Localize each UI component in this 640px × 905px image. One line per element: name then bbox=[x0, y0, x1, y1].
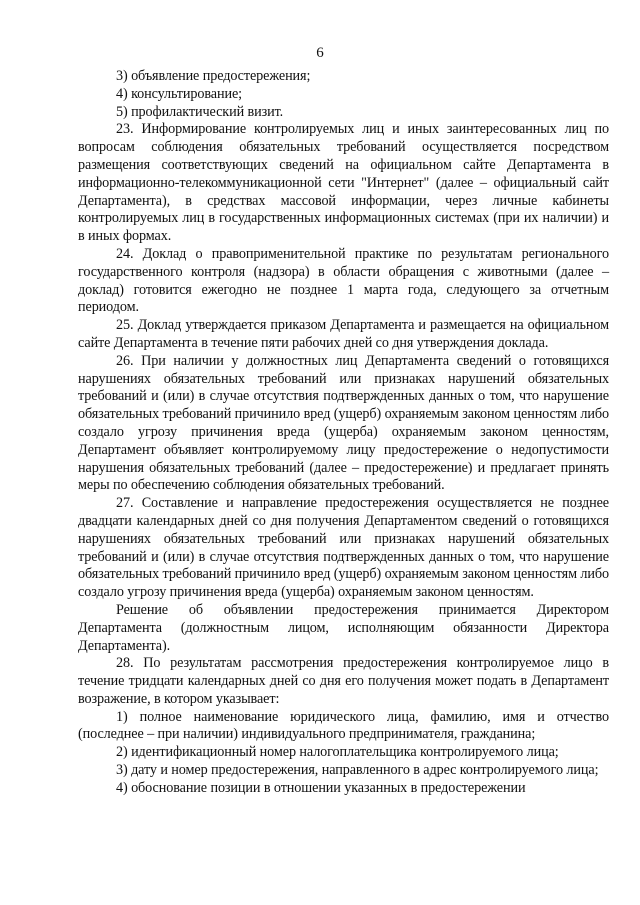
paragraph-28-item-4: 4) обоснование позиции в отношении указанных в предостережении bbox=[116, 779, 526, 796]
paragraph-28-item-2: 2) идентификационный номер налогоплательщика контролируемого лица; bbox=[116, 744, 559, 761]
paragraph-26: 26. При наличии у должностных лиц Департамента сведений о готовящихся нарушениях обязательных требований или признаках нарушений обязательных требований и (или) в случае отсутствия подтвержденных данных о том, что нарушение обязательных требований причинило вред (ущерб) охраняемым законом ценностям либо создало угрозу причинения вреда (ущерба) охраняемым законом ценностям, Департамент объявляет контролируемому лицу предостережение о недопустимости нарушения обязательных требований (далее – предостережение) и предлагает принять меры по обеспечению соблюдения обязательных требований. bbox=[78, 352, 609, 494]
paragraph-27-decision: Решение об объявлении предостережения принимается Директором Департамента (должностным лицом, исполняющим обязанности Директора Департамента). bbox=[78, 601, 609, 654]
paragraph-27: 27. Составление и направление предостережения осуществляется не позднее двадцати календарных дней со дня получения Департаментом сведений о готовящихся нарушениях обязательных требований или признаках нарушений обязательных требований и (или) в случае отсутствия подтвержденных данных о том, что нарушение обязательных требований причинило вред (ущерб) охраняемым законом ценностям либо создало угрозу причинения вреда (ущерба) охраняемым законом ценностям. bbox=[78, 495, 609, 601]
paragraph-24: 24. Доклад о правоприменительной практике по результатам регионального государственного контроля (надзора) в области обращения с животными (далее – доклад) готовится ежегодно не позднее 1 марта года, следующего за отчетным периодом. bbox=[78, 245, 609, 316]
paragraph-item-3: 3) объявление предостережения; bbox=[116, 68, 311, 84]
paragraph-item-4: 4) консультирование; bbox=[116, 85, 243, 102]
paragraph-28-item-3: 3) дату и номер предостережения, направленного в адрес контролируемого лица; bbox=[116, 762, 599, 779]
paragraph-23: 23. Информирование контролируемых лиц и иных заинтересованных лиц по вопросам соблюдения обязательных требований осуществляется посредством размещения соответствующих сведений на официальном сайте Департамента в информационно-телекоммуникационной сети "Интернет" (далее – официальный сайт Департамента), в средствах массовой информации, через личные кабинеты контролируемых лиц в государственных информационных системах (при их наличии) и в иных формах. bbox=[78, 121, 609, 245]
paragraph-item-5: 5) профилактический визит. bbox=[116, 103, 284, 120]
paragraph-28-item-1: 1) полное наименование юридического лица, фамилию, имя и отчество (последнее – при наличии) индивидуального предпринимателя, гражданина; bbox=[78, 708, 609, 743]
page-number: 6 bbox=[316, 45, 324, 61]
document-body bbox=[78, 68, 609, 798]
paragraph-28: 28. По результатам рассмотрения предостережения контролируемое лицо в течение тридцати календарных дней со дня его получения может подать в Департамент возражение, в котором указывает: bbox=[78, 655, 609, 707]
paragraph-25: 25. Доклад утверждается приказом Департамента и размещается на официальном сайте Департамента в течение пяти рабочих дней со дня утверждения доклада. bbox=[78, 317, 609, 351]
